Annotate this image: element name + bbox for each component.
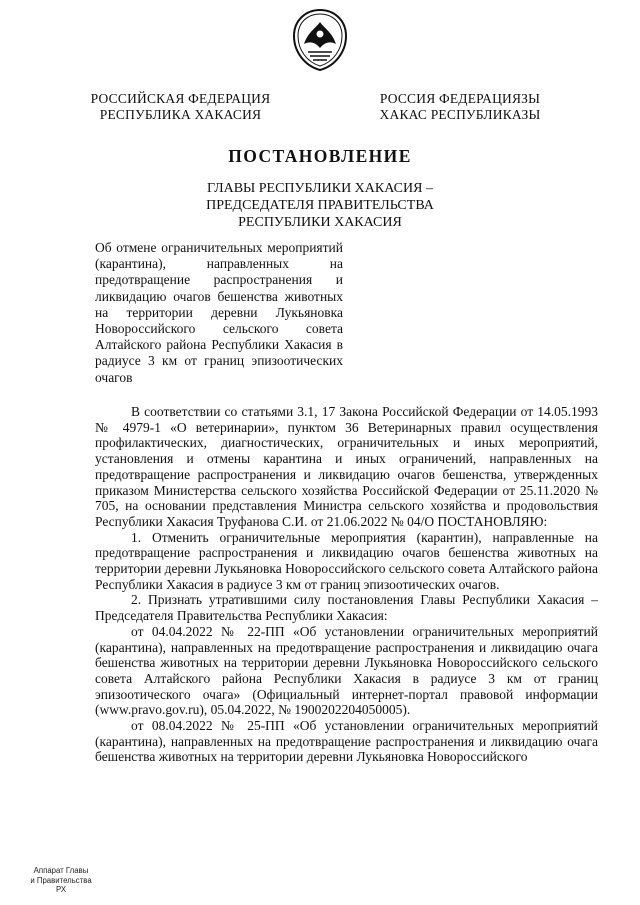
item-2-paragraph: 2. Признать утратившими силу постановления Главы Республики Хакасия – Председателя Правительства Республики Хакасия: — [95, 592, 598, 624]
stamp-line1: Аппарат Главы — [33, 866, 89, 875]
header-right — [374, 91, 546, 123]
document-subject: Об отмене ограничительных мероприятий (карантина), направленных на предотвращение распространения и ликвидацию очагов бешенства животных на территории деревни Лукьяновка Новороссийского сельского совета Алтайского района Республики Хакасия в радиусе 3 км от границ эпизоотических очагов — [95, 240, 343, 385]
issuer-line2: ПРЕДСЕДАТЕЛЯ ПРАВИТЕЛЬСТВА — [206, 198, 434, 213]
stamp-line2: и Правительства РХ — [30, 875, 92, 894]
header-left-line2: РЕСПУБЛИКА ХАКАСИЯ — [99, 107, 262, 122]
office-stamp — [26, 866, 96, 895]
coat-of-arms-emblem — [290, 8, 350, 72]
header-left-line1: РОССИЙСКАЯ ФЕДЕРАЦИЯ — [90, 91, 271, 106]
item-2b-paragraph: от 08.04.2022 № 25-ПП «Об установлении ограничительных мероприятий (карантина), направленных на предотвращение распространения и ликвидацию очага бешенства животных на территории деревни Лукьяновка Новороссийского — [95, 718, 598, 765]
preamble-paragraph: В соответствии со статьями 3.1, 17 Закона Российской Федерации от 14.05.1993 № 4979-1 «О ветеринарии», пунктом 36 Ветеринарных правил осуществления профилактических, диагностических, ограничительных и иных мероприятий, установления и отмены карантина и иных ограничений, направленных на предотвращение распространения и ликвидацию очагов бешенства, утвержденных приказом Министерства сельского хозяйства Российской Федерации от 25.11.2020 № 705, на основании представления Министра сельского хозяйства и продовольствия Республики Хакасия Труфанова С.И. от 21.06.2022 № 04/О ПОСТАНОВЛЯЮ: — [95, 404, 598, 529]
issuer-line3: РЕСПУБЛИКИ ХАКАСИЯ — [238, 215, 402, 230]
issuer-line1: ГЛАВЫ РЕСПУБЛИКИ ХАКАСИЯ – — [207, 181, 433, 196]
header-left — [88, 91, 273, 123]
document-title: ПОСТАНОВЛЕНИЕ — [228, 146, 412, 166]
item-1-paragraph: 1. Отменить ограничительные мероприятия (карантин), направленные на предотвращение распространения и ликвидацию очагов бешенства животных на территории деревни Лукьяновка Новороссийского сельского совета Алтайского района Республики Хакасия в радиусе 3 км от границ эпизоотических очагов. — [95, 529, 598, 592]
header-right-line2: ХАКАС РЕСПУБЛИКАЗЫ — [379, 107, 541, 122]
issuer-block — [170, 180, 470, 231]
header-right-line1: РОССИЯ ФЕДЕРАЦИЯЗЫ — [379, 91, 541, 106]
document-body — [95, 404, 598, 765]
item-2a-paragraph: от 04.04.2022 № 22-ПП «Об установлении ограничительных мероприятий (карантина), направленных на предотвращение распространения и ликвидацию очага бешенства животных на территории деревни Лукьяновка Новороссийского сельского совета Алтайского района Республики Хакасия в радиусе 3 км от границ эпизоотического очага» (Официальный интернет-портал правовой информации (www.pravo.gov.ru), 05.04.2022, № 1900202204050005). — [95, 623, 598, 718]
